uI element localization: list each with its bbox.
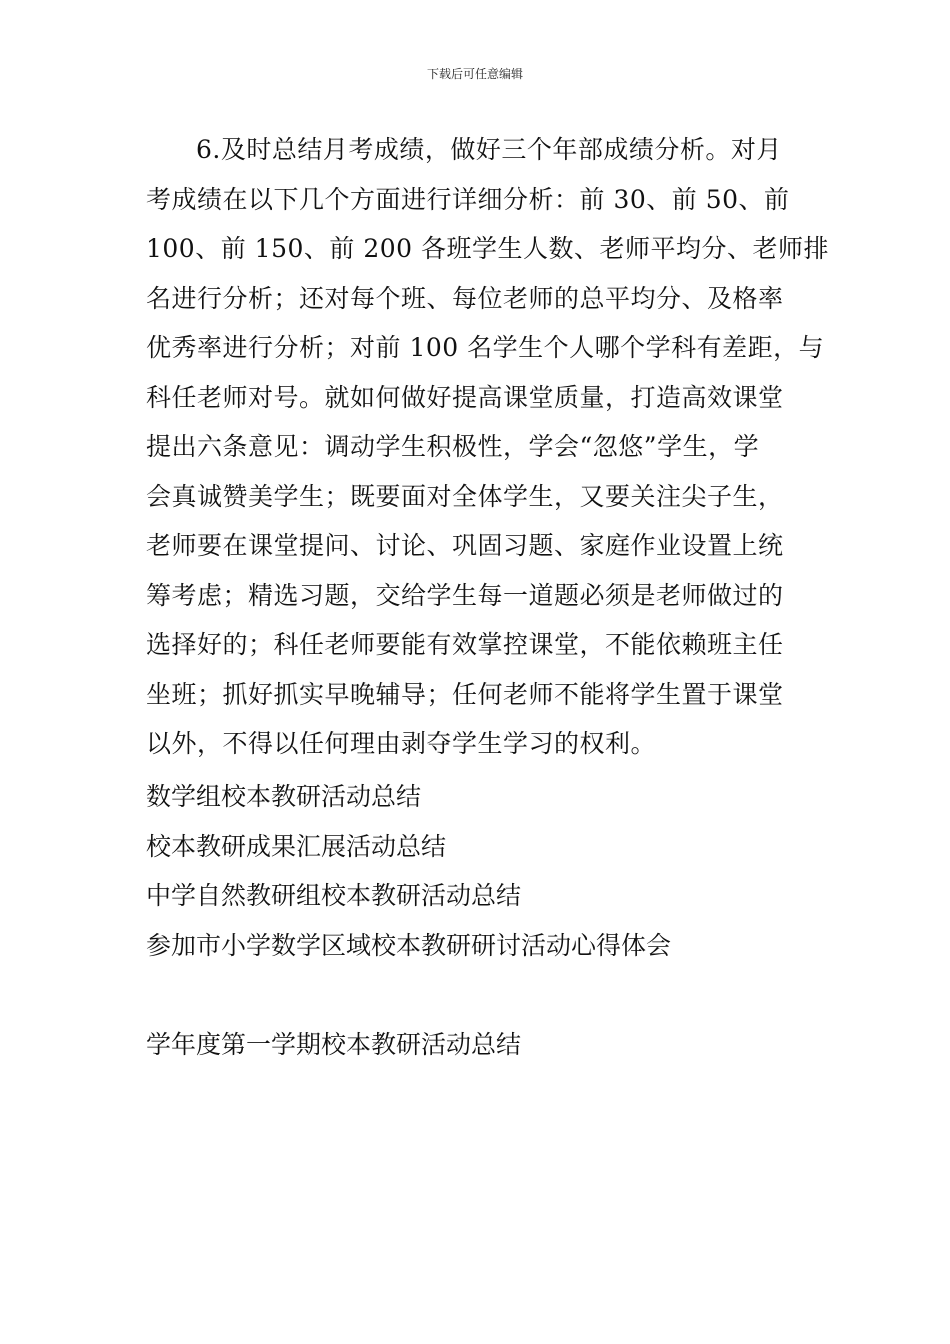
paragraph-line: 选择好的；科任老师要能有效掌控课堂，不能依赖班主任 [146,630,784,659]
paragraph-line: 100、前 150、前 200 各班学生人数、老师平均分、老师排 [146,234,829,263]
paragraph-line: 优秀率进行分析；对前 100 名学生个人哪个学科有差距，与 [146,333,825,362]
paragraph-line: 会真诚赞美学生；既要面对全体学生，又要关注尖子生， [146,481,784,511]
related-article-link[interactable]: 中学自然教研组校本教研活动总结 [146,881,522,910]
related-article-link[interactable]: 参加市小学数学区域校本教研研讨活动心得体会 [146,930,672,960]
paragraph-line: 名进行分析；还对每个班、每位老师的总平均分、及格率 [146,283,784,313]
body-paragraph [146,125,829,769]
paragraph-line: 以外，不得以任何理由剥夺学生学习的权利。 [146,729,657,758]
paragraph-line: 6.及时总结月考成绩，做好三个年部成绩分析。对月 [196,135,782,164]
related-article-link[interactable]: 学年度第一学期校本教研活动总结 [146,1030,522,1059]
paragraph-line: 老师要在课堂提问、讨论、巩固习题、家庭作业设置上统 [146,531,784,560]
paragraph-line: 提出六条意见：调动学生积极性，学会“忽悠”学生，学 [146,432,760,461]
paragraph-line: 坐班；抓好抓实早晚辅导；任何老师不能将学生置于课堂 [146,679,784,709]
related-article-link[interactable]: 数学组校本教研活动总结 [146,782,422,811]
paragraph-line: 科任老师对号。就如何做好提高课堂质量，打造高效课堂 [146,382,784,412]
related-articles-list [146,772,826,1070]
list-spacer [146,970,826,1020]
header-note: 下载后可任意编辑 [426,67,523,81]
paragraph-line: 考成绩在以下几个方面进行详细分析：前 30、前 50、前 [146,184,790,214]
paragraph-line: 筹考虑；精选习题，交给学生每一道题必须是老师做过的 [146,580,784,610]
related-article-link[interactable]: 校本教研成果汇展活动总结 [146,831,447,861]
